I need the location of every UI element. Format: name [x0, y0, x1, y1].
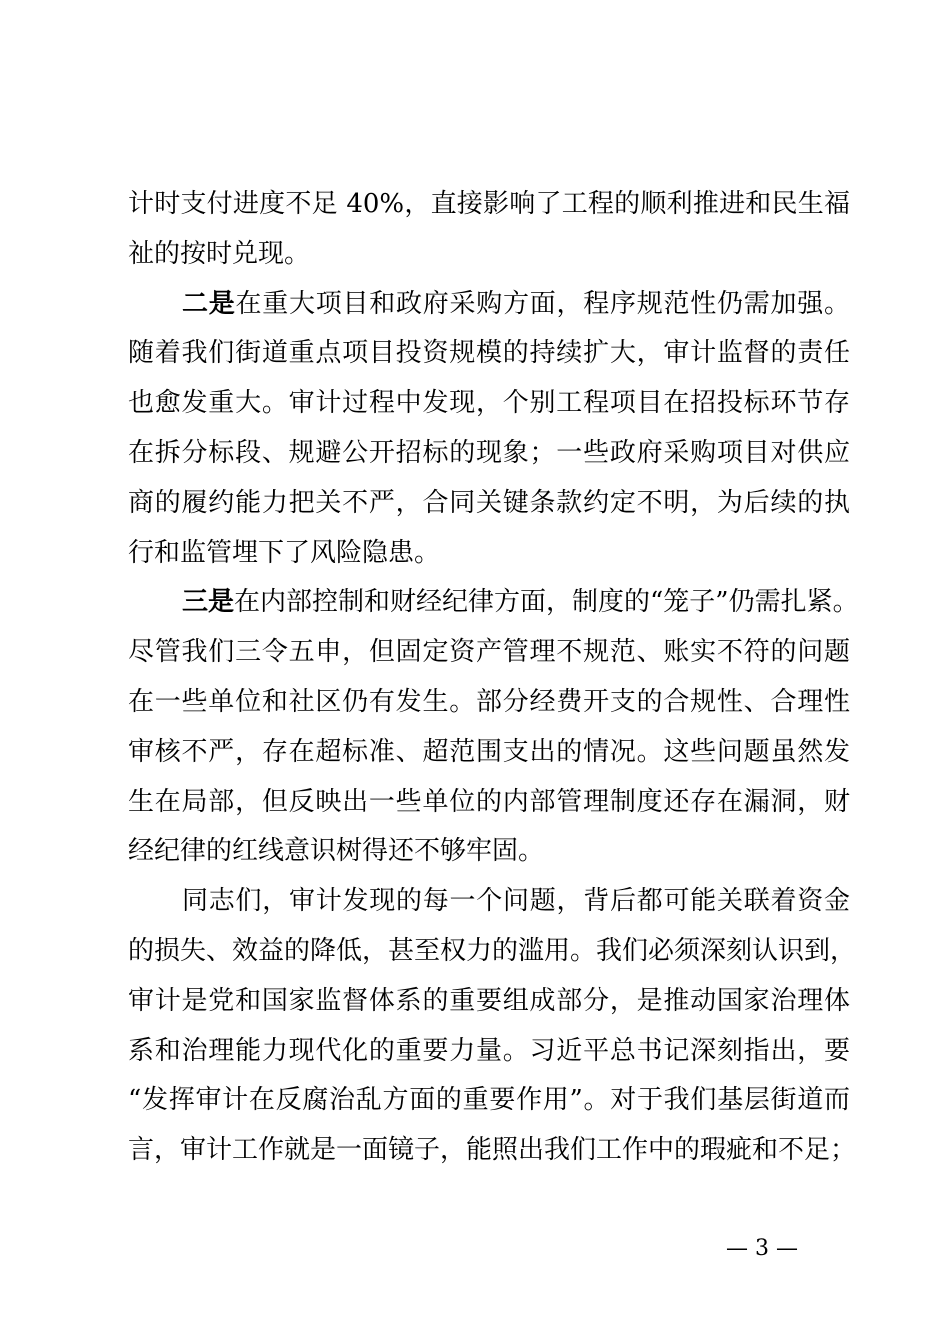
paragraph-first-line — [128, 280, 850, 330]
text-line: 随着我们街道重点项目投资规模的持续扩大，审计监督的责任 — [128, 338, 850, 369]
text-line: 经纪律的红线意识树得还不够牢固。 — [128, 836, 545, 867]
document-body — [128, 180, 859, 1176]
text-line: 的损失、效益的降低，甚至权力的滥用。我们必须深刻认识到， — [128, 935, 857, 966]
text-line: 尽管我们三令五申，但固定资产管理不规范、账实不符的问题 — [128, 637, 850, 668]
text-line: 审核不严，存在超标准、超范围支出的情况。这些问题虽然发 — [128, 736, 850, 767]
text-line: 在重大项目和政府采购方面，程序规范性仍需加强。 — [235, 288, 850, 319]
paragraph-first-line — [128, 578, 859, 628]
text-line: 系和治理能力现代化的重要力量。习近平总书记深刻指出，要 — [128, 1035, 850, 1066]
text-line: 审计是党和国家监督体系的重要组成部分，是推动国家治理体 — [128, 985, 850, 1016]
text-line: “发挥审计在反腐治乱方面的重要作用”。对于我们基层街道而 — [128, 1085, 850, 1116]
text-line: 也愈发重大。审计过程中发现，个别工程项目在招投标环节存 — [128, 388, 850, 419]
paragraph-lead: 三是 — [182, 587, 235, 618]
text-line: 行和监管埋下了风险隐患。 — [128, 537, 441, 568]
text-line: 在拆分标段、规避公开招标的现象；一些政府采购项目对供应 — [128, 437, 850, 468]
text-line: 在内部控制和财经纪律方面，制度的“笼子”仍需扎紧。 — [234, 587, 859, 618]
text-line: 计时支付进度不足 40%，直接影响了工程的顺利推进和民生福 — [128, 189, 850, 219]
paragraph-first-line: 同志们，审计发现的每一个问题，背后都可能关联着资金 — [182, 886, 850, 917]
text-line: 言，审计工作就是一面镜子，能照出我们工作中的瑕疵和不足； — [128, 1135, 857, 1166]
page-number: — 3 — — [726, 1236, 798, 1261]
paragraph-lead: 二是 — [182, 288, 236, 319]
text-line: 祉的按时兑现。 — [128, 238, 311, 269]
text-line: 商的履约能力把关不严，合同关键条款约定不明，为后续的执 — [128, 487, 850, 518]
text-line: 在一些单位和社区仍有发生。部分经费开支的合规性、合理性 — [128, 686, 850, 717]
text-line: 生在局部，但反映出一些单位的内部管理制度还存在漏洞，财 — [128, 786, 850, 817]
